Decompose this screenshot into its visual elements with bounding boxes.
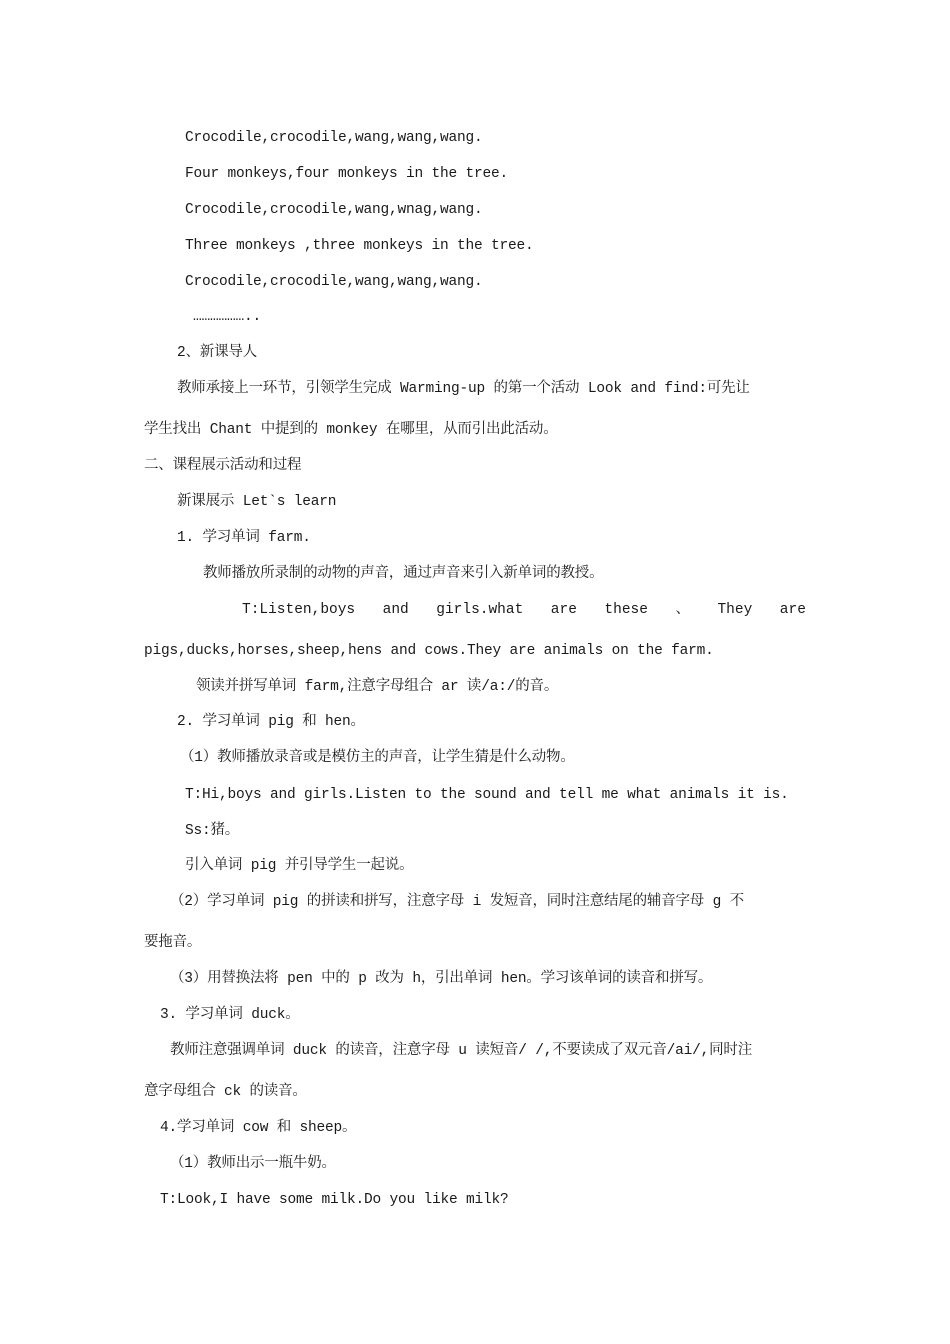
chant-line: Four monkeys,four monkeys in the tree. — [185, 166, 509, 182]
step2-teacher-line: T:Hi,boys and girls.Listen to the sound and tell me what animals it is. — [185, 787, 789, 803]
chant-line: Crocodile,crocodile,wang,wang,wang. — [185, 274, 483, 290]
step2-students-line: Ss:猪。 — [185, 823, 240, 839]
step4-sub1: （1）教师出示一瓶牛奶。 — [170, 1156, 336, 1172]
intro-paragraph-line: 学生找出 Chant 中提到的 monkey 在哪里，从而引出此活动。 — [144, 422, 558, 438]
step2-sub3: （3）用替换法将 pen 中的 p 改为 h，引出单词 hen。学习该单词的读音和拼写。 — [170, 971, 713, 987]
chant-line: Three monkeys ,three monkeys in the tree. — [185, 238, 534, 254]
intro-paragraph-line: 教师承接上一环节，引领学生完成 Warming-up 的第一个活动 Look and find:可先让 — [177, 381, 750, 397]
step3-description-line: 意字母组合 ck 的读音。 — [144, 1084, 307, 1100]
step1-note: 领读并拼写单词 farm,注意字母组合 ar 读/a:/的音。 — [196, 679, 559, 695]
dialog-word: are — [779, 602, 806, 618]
chant-line: Crocodile,crocodile,wang,wang,wang. — [185, 130, 483, 146]
step3-title: 3. 学习单词 duck。 — [160, 1007, 300, 1023]
chant-line: Crocodile,crocodile,wang,wnag,wang. — [185, 202, 483, 218]
chant-ellipsis: ……………….. — [193, 309, 262, 325]
dialog-word: T:Listen,boys — [242, 602, 356, 618]
dialog-word: girls.what — [436, 602, 524, 618]
step4-teacher-line: T:Look,I have some milk.Do you like milk? — [160, 1192, 509, 1208]
step4-title: 4.学习单词 cow 和 sheep。 — [160, 1120, 357, 1136]
dialog-word: are — [550, 602, 577, 618]
section-heading-intro: 2、新课导人 — [177, 345, 258, 361]
step2-sub2-line: 要拖音。 — [144, 935, 202, 951]
section-subheading: 新课展示 Let`s learn — [177, 494, 337, 510]
dialog-word: and — [382, 602, 409, 618]
dialog-word: They — [717, 602, 753, 618]
step3-description-line: 教师注意强调单词 duck 的读音，注意字母 u 读短音/ /,不要读成了双元音/ai/,同时注 — [170, 1043, 753, 1059]
step1-title: 1. 学习单词 farm. — [177, 530, 311, 546]
step1-description: 教师播放所录制的动物的声音，通过声音来引入新单词的教授。 — [203, 566, 604, 582]
dialog-word: these — [604, 602, 648, 618]
section-heading-two: 二、课程展示活动和过程 — [144, 458, 302, 474]
dialog-word: 、 — [675, 602, 690, 618]
step2-title: 2. 学习单词 pig 和 hen。 — [177, 714, 365, 730]
step1-dialog-line2: pigs,ducks,horses,sheep,hens and cows.They are animals on the farm. — [144, 643, 714, 659]
step2-intro: 引入单词 pig 并引导学生一起说。 — [185, 858, 414, 874]
step1-dialog-line1 — [242, 601, 806, 619]
step2-sub1: （1）教师播放录音或是模仿主的声音，让学生猜是什么动物。 — [180, 750, 575, 766]
step2-sub2-line: （2）学习单词 pig 的拼读和拼写，注意字母 i 发短音，同时注意结尾的辅音字母 g 不 — [170, 894, 744, 910]
